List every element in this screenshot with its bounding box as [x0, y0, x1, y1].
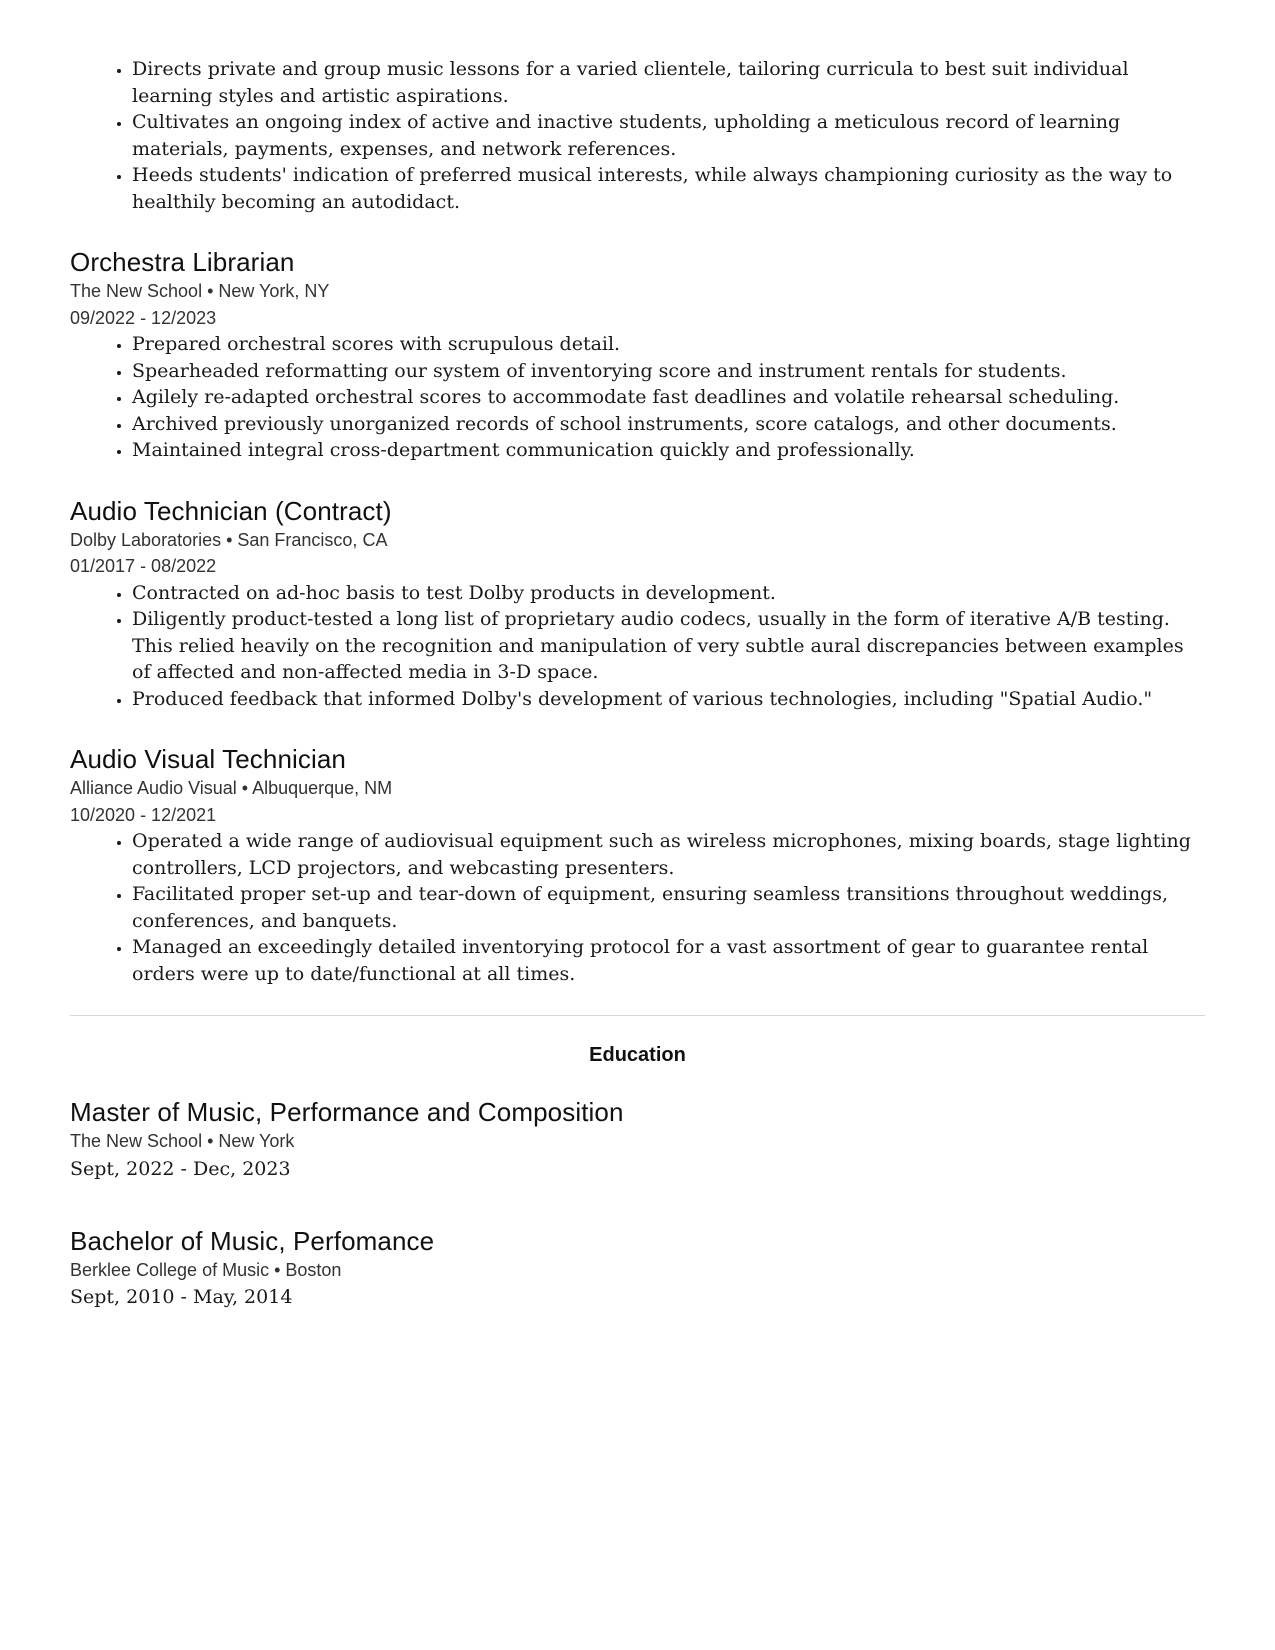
degree-title: Master of Music, Performance and Composition — [70, 1097, 624, 1127]
job-orchestra-librarian — [70, 246, 1205, 464]
job-dates: 09/2022 - 12/2023 — [70, 307, 217, 328]
bullet-item: • Contracted on ad-hoc basis to test Dolby products in development. — [132, 580, 1205, 607]
education-heading: Education — [589, 1044, 686, 1066]
section-divider — [70, 1015, 1205, 1016]
job-audio-visual-technician — [70, 743, 1205, 987]
bullet-item: • Prepared orchestral scores with scrupulous detail. — [132, 331, 1205, 358]
previous-job-bullets — [70, 56, 1205, 215]
bullet-list — [70, 331, 1205, 464]
school-location: The New School • New York — [70, 1131, 295, 1151]
bullet-item: • Maintained integral cross-department communication quickly and professionally. — [132, 437, 1205, 464]
job-employer-location: Dolby Laboratories • San Francisco, CA — [70, 529, 388, 550]
bullet-item: • Managed an exceedingly detailed inventorying protocol for a vast assortment of gear to guarantee rental orders were up to date/functional at all times. — [132, 934, 1205, 987]
job-dates: 01/2017 - 08/2022 — [70, 556, 217, 576]
bullet-list — [70, 580, 1205, 713]
bullet-item: • Operated a wide range of audiovisual equipment such as wireless microphones, mixing boards, stage lighting controllers, LCD projectors, and webcasting presenters. — [132, 828, 1205, 881]
job-employer-location: Alliance Audio Visual • Albuquerque, NM — [70, 778, 393, 798]
education-entry-bachelor — [70, 1225, 1205, 1312]
job-title: Audio Technician (Contract) — [70, 495, 392, 526]
bullet-item: • Produced feedback that informed Dolby's development of various technologies, including "Spatial Audio." — [132, 686, 1205, 713]
job-title: Audio Visual Technician — [70, 744, 346, 774]
bullet-item: • Directs private and group music lessons for a varied clientele, tailoring curricula to best suit individual learning styles and artistic aspirations. — [132, 56, 1205, 109]
bullet-item: • Heeds students' indication of preferred musical interests, while always championing curiosity as the way to healthily becoming an autodidact. — [132, 162, 1205, 215]
bullet-item: • Spearheaded reformatting our system of inventorying score and instrument rentals for students. — [132, 358, 1205, 385]
education-dates: Sept, 2022 - Dec, 2023 — [70, 1157, 291, 1180]
school-location: Berklee College of Music • Boston — [70, 1259, 342, 1280]
job-employer-location: The New School • New York, NY — [70, 281, 330, 301]
job-dates: 10/2020 - 12/2021 — [70, 804, 217, 825]
education-dates: Sept, 2010 - May, 2014 — [70, 1286, 293, 1308]
degree-title: Bachelor of Music, Perfomance — [70, 1225, 435, 1256]
bullet-item: • Diligently product-tested a long list of proprietary audio codecs, usually in the form of iterative A/B testing. This relied heavily on the recognition and manipulation of very subtle aural discrepancies between examples of affected and non-affected media in 3-D space. — [132, 606, 1205, 686]
bullet-list — [70, 828, 1205, 987]
job-audio-technician — [70, 495, 1205, 713]
resume-page — [70, 0, 1205, 1311]
bullet-list — [70, 56, 1205, 215]
bullet-item: • Cultivates an ongoing index of active and inactive students, upholding a meticulous record of learning materials, payments, expenses, and network references. — [132, 109, 1205, 162]
education-entry-master — [70, 1096, 1205, 1183]
bullet-item: • Agilely re-adapted orchestral scores to accommodate fast deadlines and volatile rehearsal scheduling. — [132, 384, 1205, 411]
job-title: Orchestra Librarian — [70, 247, 295, 277]
bullet-item: • Facilitated proper set-up and tear-down of equipment, ensuring seamless transitions throughout weddings, conferences, and banquets. — [132, 881, 1205, 934]
bullet-item: • Archived previously unorganized records of school instruments, score catalogs, and other documents. — [132, 411, 1205, 438]
